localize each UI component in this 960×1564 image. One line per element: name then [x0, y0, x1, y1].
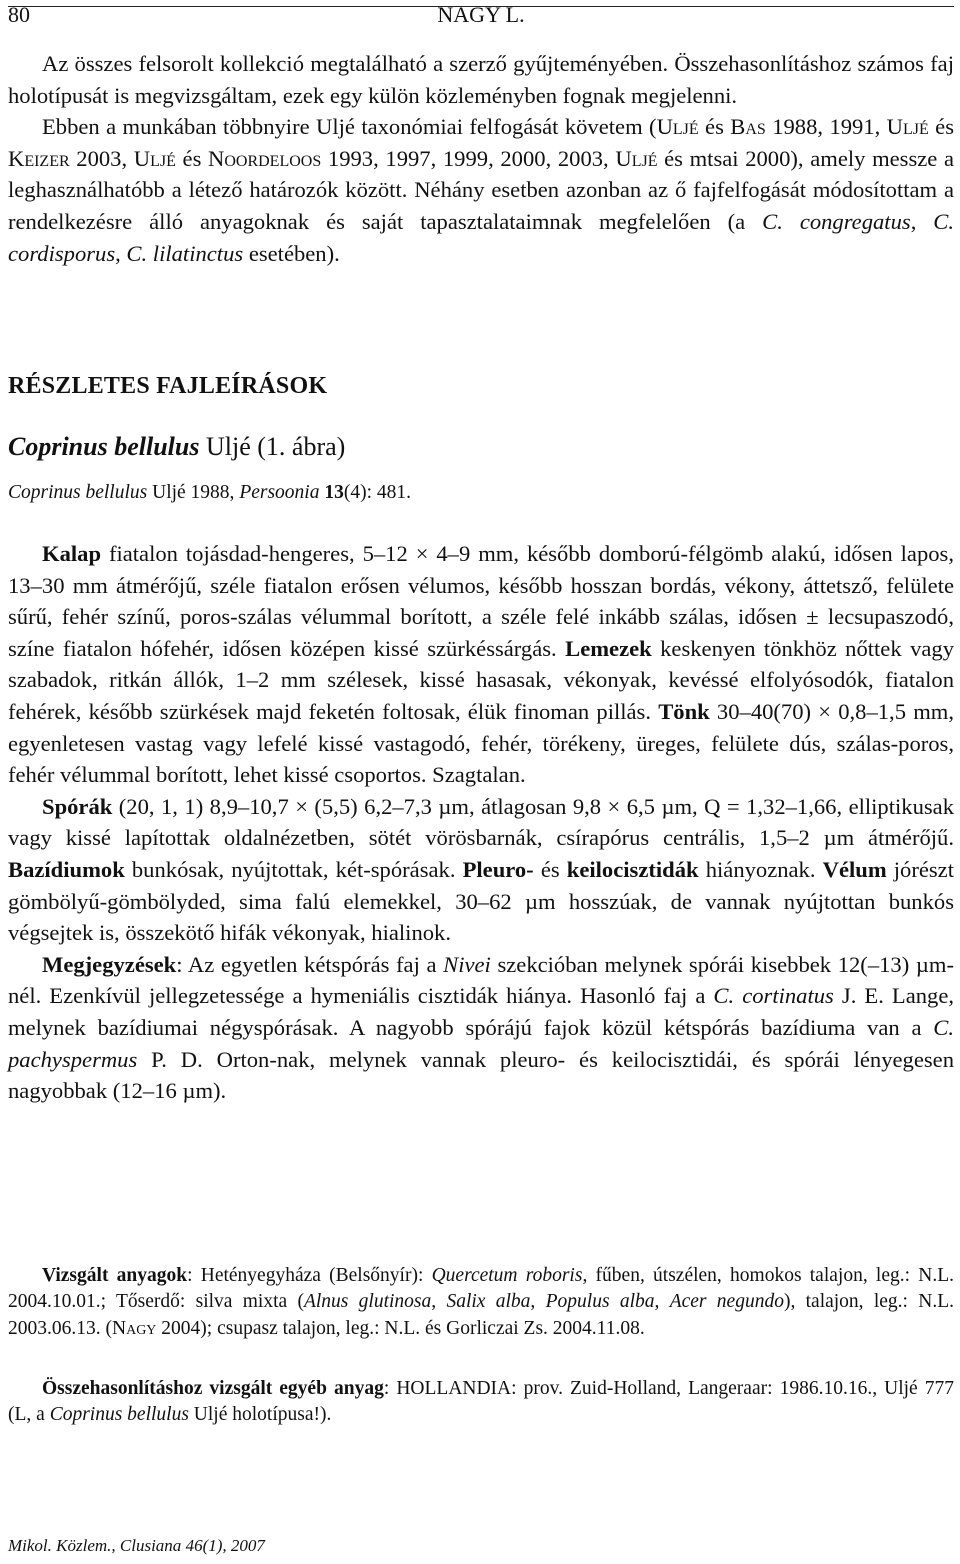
intro-block: [8, 48, 954, 269]
spore-paragraph: Spórák (20, 1, 1) 8,9–10,7 × (5,5) 6,2–7,3 µm, átlagosan 9,8 × 6,5 µm, Q = 1,32–1,66, elliptikusak vagy kissé lapítottak oldalnézetben, sötét vörösbarnák, csírapórus centrális, 1,5–2 µm átmérőjű. Bazídiumok bunkósak, nyújtottak, két-spórásak. Pleuro- és keilocisztidák hiányoznak. Vélum jórészt gömbölyű-gömbölyded, sima falú elemekkel, 30–62 µm hosszúak, de vannak nyújtottan bunkós végsejtek is, összekötő hifák vékonyak, hialinok.: [8, 793, 954, 946]
page-number: 80: [8, 2, 30, 27]
species-name: Coprinus bellulus: [8, 432, 200, 461]
materials-block: [8, 1263, 954, 1342]
section-title: RÉSZLETES FAJLEÍRÁSOK: [8, 373, 328, 399]
remarks-paragraph: Megjegyzések: Az egyetlen kétspórás faj a Nivei szekcióban melynek spórái kisebbek 12(–13) µm-nél. Ezenkívül jellegzetessége a hymeniális cisztidák hiánya. Hasonló faj a C. cortinatus J. E. Lange, melynek bazídiumai négyspórásak. A nagyobb spórájú fajok közül kétspórás bazídiuma van a C. pachyspermus P. D. Orton-nak, melynek vannak pleuro- és keilocisztidái, és spórái lényegesen nagyobbak (12–16 µm).: [8, 951, 955, 1104]
intro-paragraph-1: Az összes felsorolt kollekció megtalálható a szerző gyűjteményében. Összehasonlításhoz számos faj holotípusát is megvizsgáltam, ezek egy külön közleményben fognak megjelenni.: [8, 51, 954, 108]
description-block: [8, 538, 954, 1107]
species-citation: Coprinus bellulus Uljé 1988, Persoonia 13(4): 481.: [8, 482, 412, 503]
intro-paragraph-2: Ebben a munkában többnyire Uljé taxonómiai felfogását követem (Uljé és Bas 1988, 1991, Uljé és Keizer 2003, Uljé és Noordeloos 1993, 1997, 1999, 2000, 2003, Uljé és mtsai 2000), amely messze a leghasználhatóbb a létező határozók között. Néhány esetben azonban az ő fajfelfogását módosítottam a rendelkezésre álló anyagoknak és saját tapasztalataimnak megfelelően (a C. congregatus, C. cordisporus, C. lilatinctus esetében).: [8, 114, 955, 266]
footer-citation: Mikol. Közlem., Clusiana 46(1), 2007: [8, 1536, 265, 1555]
running-head-author: NAGY L.: [437, 2, 525, 27]
description-paragraph: Kalap fiatalon tojásdad-hengeres, 5–12 × 4–9 mm, később domború-félgömb alakú, idősen lapos, 13–30 mm átmérőjű, széle fiatalon erősen vélumos, később hosszan bordás, vékony, áttetsző, felülete sűrű, fehér színű, poros-szálas vélummal borított, a széle felé inkább szálas, idősen ± lecsupaszodó, színe fiatalon hófehér, idősen középen kissé szürkéssárgás. Lemezek keskenyen tönkhöz nőttek vagy szabadok, ritkán állók, 1–2 mm szélesek, kissé hasasak, vékonyak, kevéssé elfolyósodók, fiatalon fehérek, később szürkések majd feketén foltosak, élük finoman pillás. Tönk 30–40(70) × 0,8–1,5 mm, egyenletesen vastag vagy lefelé kissé vastagodó, fehér, törékeny, üreges, felülete dús, szálas-poros, fehér vélummal borított, lehet kissé csoportos. Szagtalan.: [8, 541, 954, 788]
running-head: [8, 2, 954, 27]
species-heading: Coprinus bellulus Uljé (1. ábra): [8, 432, 346, 461]
comparison-block: [8, 1376, 954, 1429]
comparison-materials: Összehasonlításhoz vizsgált egyéb anyag: HOLLANDIA: prov. Zuid-Holland, Langeraar: 1986.10.16., Uljé 777 (L, a Coprinus bellulus Uljé holotípusa!).: [8, 1378, 954, 1426]
examined-materials: Vizsgált anyagok: Hetényegyháza (Belsőnyír): Quercetum roboris, fűben, útszélen, homokos talajon, leg.: N.L. 2004.10.01.; Tőserdő: silva mixta (Alnus glutinosa, Salix alba, Populus alba, Acer negundo), talajon, leg.: N.L. 2003.06.13. (Nagy 2004); csupasz talajon, leg.: N.L. és Gorliczai Zs. 2004.11.08.: [8, 1265, 955, 1339]
